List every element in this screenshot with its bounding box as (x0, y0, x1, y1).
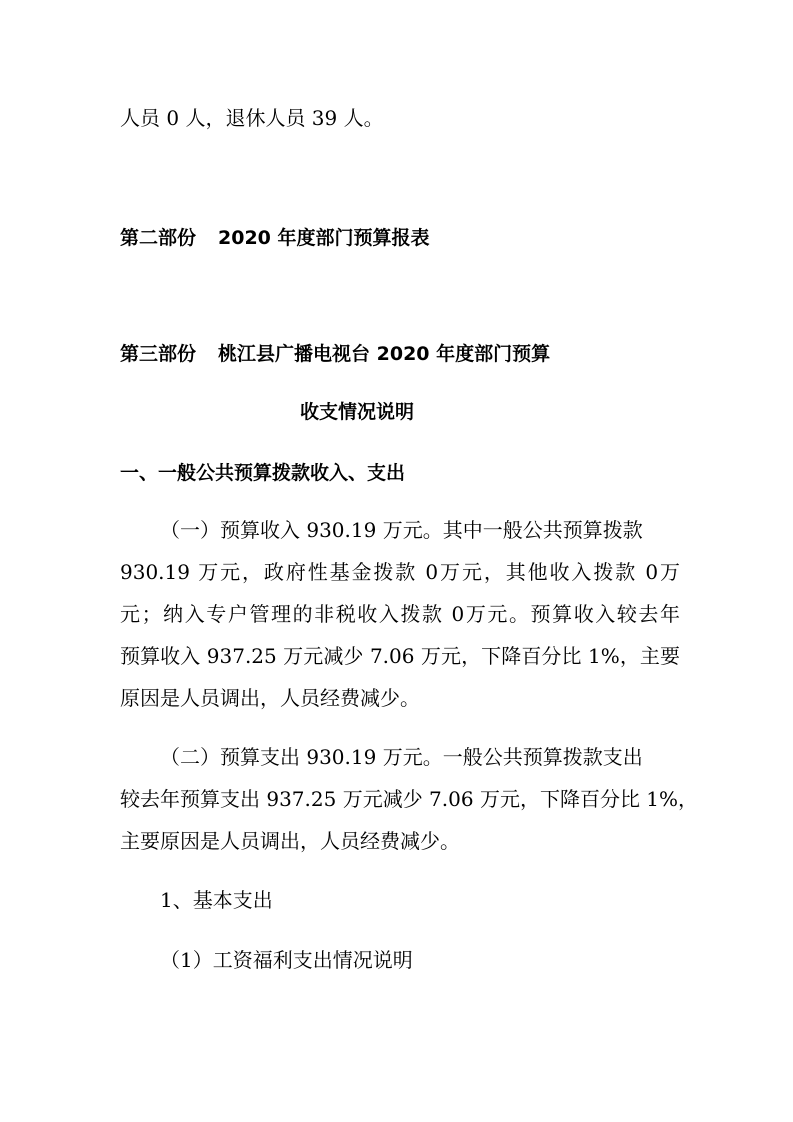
part-three-heading (120, 340, 680, 368)
subsection-subitem: （1）工资福利支出情况说明 (160, 948, 413, 972)
part-three-label: 第三部份 (120, 343, 197, 365)
part-three-title: 桃江县广播电视台 2020 年度部门预算 (218, 343, 551, 365)
body-text-line: 元；纳入专户管理的非税收入拨款 0万元。预算收入较去年 (120, 602, 680, 626)
part-three-title-line2: 收支情况说明 (300, 401, 415, 423)
paragraph-two-first-line: （二）预算支出 930.19 万元。一般公共预算拨款支出 (160, 745, 643, 769)
part-two-title: 2020 年度部门预算报表 (218, 227, 430, 249)
body-text-line: 930.19 万元，政府性基金拨款 0万元，其他收入拨款 0万 (120, 560, 680, 584)
body-text-line: 原因是人员调出，人员经费减少。 (120, 686, 420, 710)
paragraph-one-first-line: （一）预算收入 930.19 万元。其中一般公共预算拨款 (160, 518, 643, 542)
body-text-line: 较去年预算支出 937.25 万元减少 7.06 万元，下降百分比 1%， (120, 787, 699, 811)
subsection-item: 1、基本支出 (160, 888, 273, 912)
body-text-line: 预算收入 937.25 万元减少 7.06 万元，下降百分比 1%，主要 (120, 644, 680, 668)
body-text-line: 主要原因是人员调出，人员经费减少。 (120, 829, 460, 853)
section-heading: 一、一般公共预算拨款收入、支出 (120, 462, 406, 484)
part-two-label: 第二部份 (120, 227, 197, 249)
body-text-line: 人员 0 人，退休人员 39 人。 (120, 106, 384, 130)
part-two-heading (120, 224, 680, 252)
